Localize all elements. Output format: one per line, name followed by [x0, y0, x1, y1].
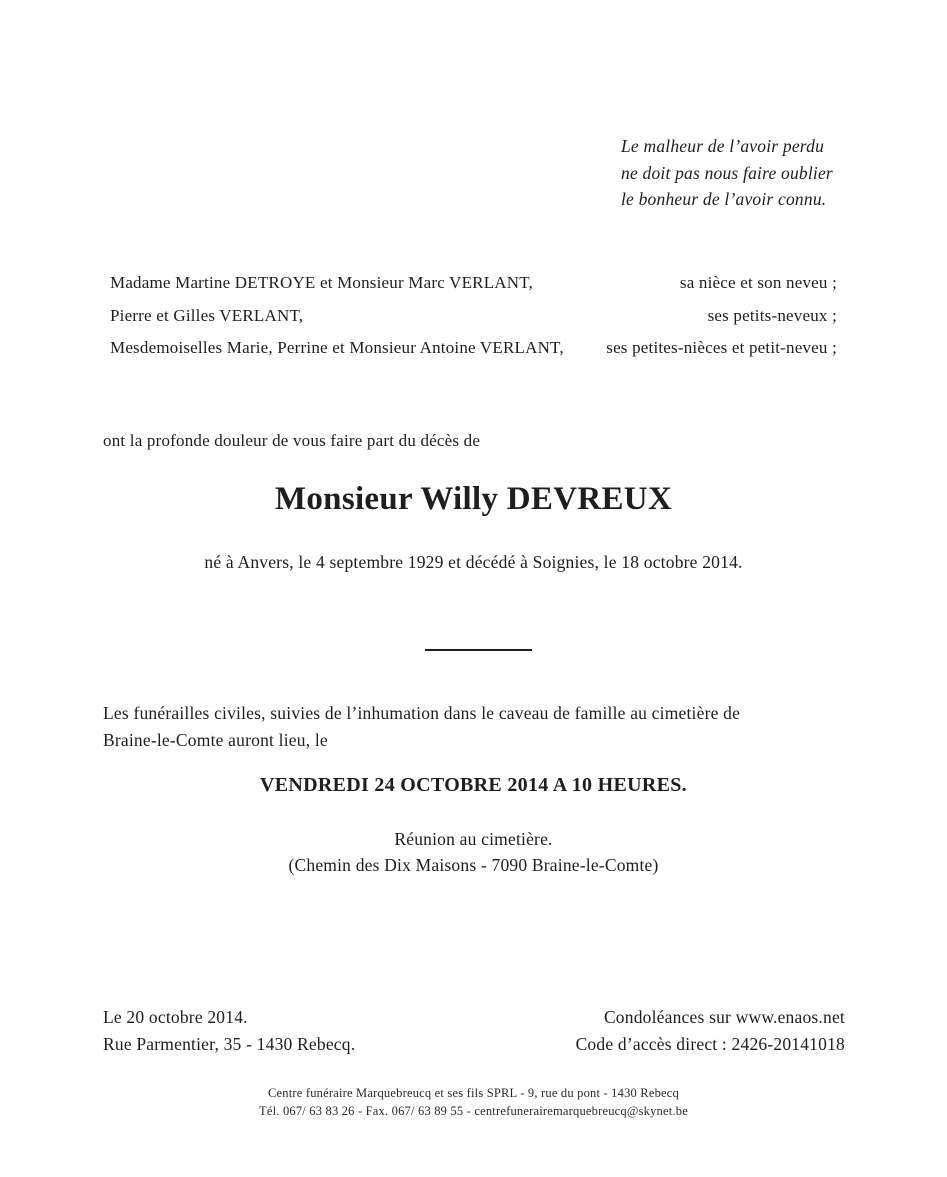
ceremony-details-line-1: Les funérailles civiles, suivies de l’inhumation dans le caveau de famille au cimetière de	[103, 703, 741, 723]
family-relation: ses petits-neveux ;	[707, 305, 837, 325]
family-list	[110, 267, 837, 365]
meeting-location: (Chemin des Dix Maisons - 7090 Braine-le-Comte)	[288, 855, 659, 875]
condolences-website: Condoléances sur www.enaos.net	[603, 1007, 845, 1027]
family-names: Pierre et Gilles VERLANT,	[110, 305, 304, 325]
ceremony-details	[103, 700, 847, 753]
family-names: Mesdemoiselles Marie, Perrine et Monsieur Antoine VERLANT,	[110, 338, 564, 357]
funeral-home-footer	[0, 1085, 947, 1120]
announcement-intro: ont la profonde douleur de vous faire part du décès de	[103, 431, 481, 450]
closing-date: Le 20 octobre 2014.	[103, 1007, 248, 1027]
closing-right-block	[576, 1004, 845, 1057]
epigraph-line-2: ne doit pas nous faire oublier	[621, 162, 833, 183]
closing-left-block	[103, 1004, 355, 1057]
family-relation: sa nièce et son neveu ;	[679, 273, 837, 292]
family-row	[110, 300, 837, 333]
section-divider	[425, 649, 532, 651]
family-row	[110, 332, 837, 365]
ceremony-datetime: VENDREDI 24 OCTOBRE 2014 A 10 HEURES.	[260, 774, 687, 796]
life-dates: né à Anvers, le 4 septembre 1929 et décédé à Soignies, le 18 octobre 2014.	[204, 552, 743, 572]
funeral-home-contact: Tél. 067/ 63 83 26 - Fax. 067/ 63 89 55 - centrefunerairemarquebreucq@skynet.be	[259, 1103, 688, 1118]
deceased-name: Monsieur Willy DEVREUX	[274, 481, 673, 517]
family-names: Madame Martine DETROYE et Monsieur Marc VERLANT,	[110, 273, 534, 292]
ceremony-details-line-2: Braine-le-Comte auront lieu, le	[103, 729, 328, 750]
funeral-home-address: Centre funéraire Marquebreucq et ses fils SPRL - 9, rue du pont - 1430 Rebecq	[267, 1086, 679, 1100]
closing-address: Rue Parmentier, 35 - 1430 Rebecq.	[103, 1033, 356, 1054]
family-relation: ses petites-nièces et petit-neveu ;	[606, 338, 837, 357]
epigraph-line-3: le bonheur de l’avoir connu.	[621, 189, 827, 209]
family-row	[110, 267, 837, 300]
meeting-note: Réunion au cimetière.	[394, 829, 553, 849]
epigraph-quote	[621, 133, 833, 213]
epigraph-line-1: Le malheur de l’avoir perdu	[621, 136, 825, 156]
condolences-access-code: Code d’accès direct : 2426-20141018	[575, 1033, 845, 1054]
